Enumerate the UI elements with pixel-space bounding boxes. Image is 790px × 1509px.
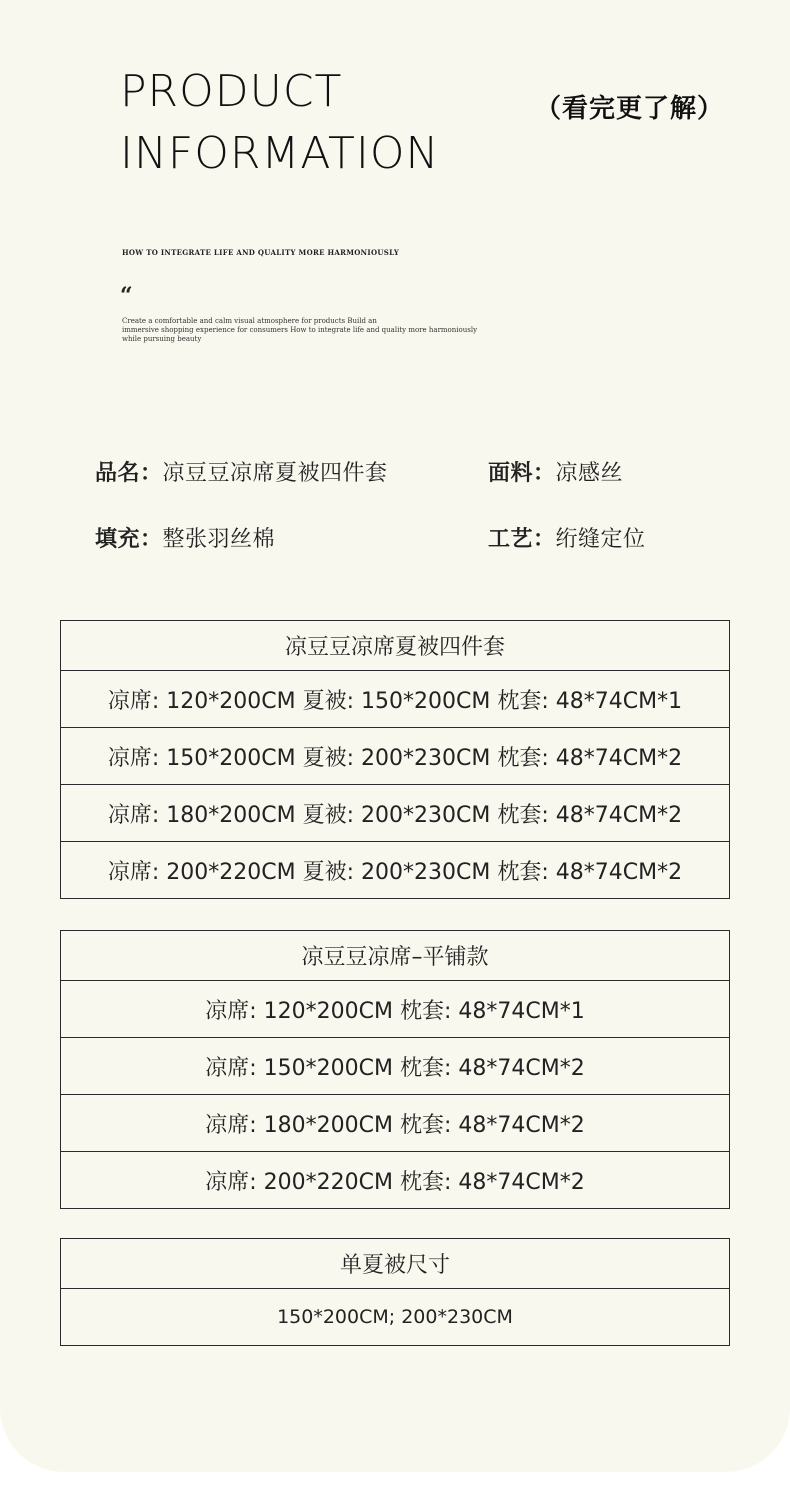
intro-paragraph — [122, 317, 512, 344]
spec-fabric — [488, 456, 623, 487]
table-row: 凉席: 180*200CM 枕套: 48*74CM*2 — [61, 1094, 729, 1151]
size-table-quilt — [60, 1238, 730, 1346]
table-row: 凉席: 120*200CM 夏被: 150*200CM 枕套: 48*74CM*1 — [61, 670, 729, 727]
title-line-1: PRODUCT — [120, 66, 343, 117]
spec-label: 填充： — [95, 527, 163, 552]
spec-label: 品名： — [95, 461, 163, 486]
table-row: 150*200CM; 200*230CM — [61, 1288, 729, 1345]
spec-label: 面料： — [488, 461, 556, 486]
quote-mark-icon: “ — [120, 283, 133, 309]
subtitle: （看完更了解） — [535, 94, 725, 124]
title-line-2: INFORMATION — [120, 128, 440, 179]
table-row: 凉席: 150*200CM 枕套: 48*74CM*2 — [61, 1037, 729, 1094]
intro-line: while pursuing beauty — [122, 335, 202, 343]
spec-product-name — [95, 456, 388, 487]
size-table-four-piece — [60, 620, 730, 899]
spec-craft — [488, 522, 646, 553]
page-title — [120, 64, 500, 182]
spec-value: 凉感丝 — [555, 461, 624, 486]
table-row: 凉席: 150*200CM 夏被: 200*230CM 枕套: 48*74CM*2 — [61, 727, 729, 784]
size-table-flat-mat — [60, 930, 730, 1209]
table-header: 单夏被尺寸 — [339, 1253, 450, 1278]
tagline: HOW TO INTEGRATE LIFE AND QUALITY MORE HARMONIOUSLY — [122, 248, 400, 257]
table-header: 凉豆豆凉席夏被四件套 — [284, 635, 505, 660]
spec-filling — [95, 522, 275, 553]
table-row: 凉席: 200*220CM 夏被: 200*230CM 枕套: 48*74CM*2 — [61, 841, 729, 898]
intro-line: immersive shopping experience for consumers How to integrate life and quality more harmoniously — [122, 326, 478, 334]
spec-value: 整张羽丝棉 — [162, 527, 276, 552]
intro-line: Create a comfortable and calm visual atmosphere for products Build an — [122, 317, 377, 325]
spec-value: 凉豆豆凉席夏被四件套 — [162, 461, 388, 486]
table-row: 凉席: 180*200CM 夏被: 200*230CM 枕套: 48*74CM*2 — [61, 784, 729, 841]
table-row: 凉席: 120*200CM 枕套: 48*74CM*1 — [61, 980, 729, 1037]
table-row: 凉席: 200*220CM 枕套: 48*74CM*2 — [61, 1151, 729, 1208]
spec-label: 工艺： — [488, 527, 556, 552]
spec-value: 绗缝定位 — [555, 527, 646, 552]
table-header: 凉豆豆凉席–平铺款 — [301, 945, 489, 970]
